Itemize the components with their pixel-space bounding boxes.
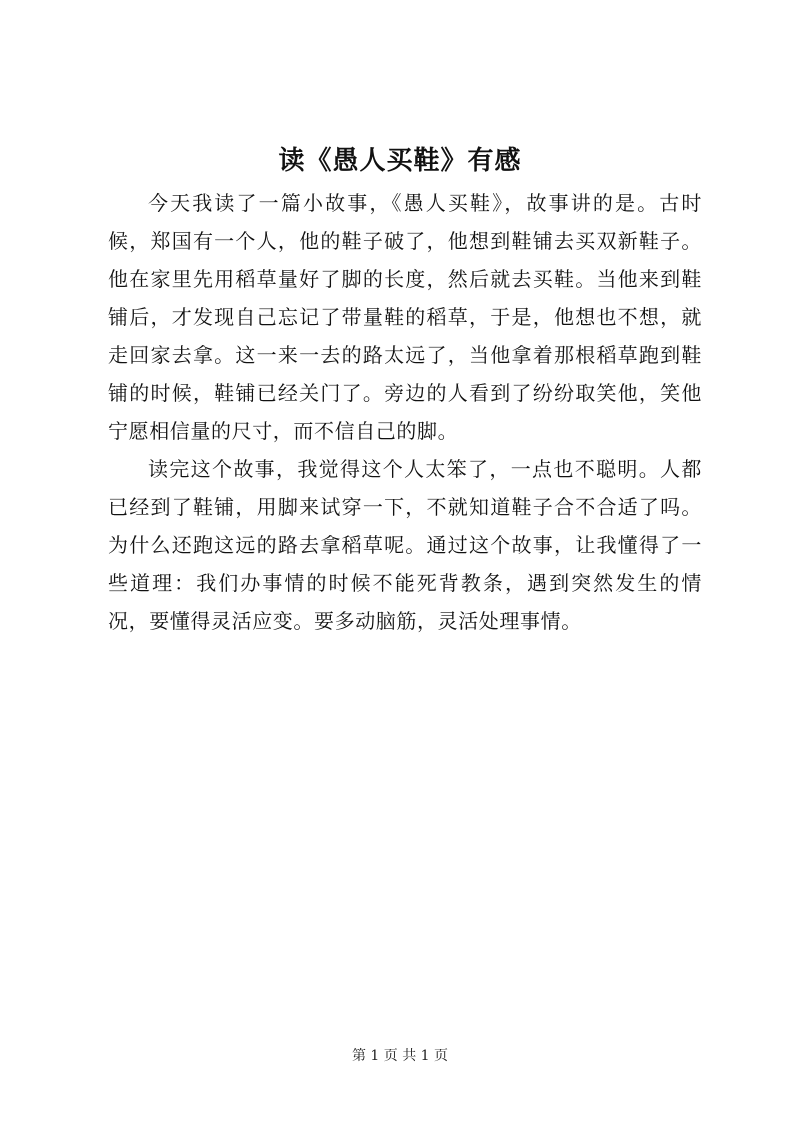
paragraph-1: 今天我读了一篇小故事，《愚人买鞋》，故事讲的是。古时候，郑国有一个人，他的鞋子破了，他想到鞋铺去买双新鞋子。他在家里先用稻草量好了脚的长度，然后就去买鞋。当他来到鞋铺后，才发现自己忘记了带量鞋的稻草，于是，他想也不想，就走回家去拿。这一来一去的路太远了，当他拿着那根稻草跑到鞋铺的时候，鞋铺已经关门了。旁边的人看到了纷纷取笑他，笑他宁愿相信量的尺寸，而不信自己的脚。 [108,191,702,443]
page-footer: 第 1 页 共 1 页 [351,1048,449,1064]
document-body [108,184,702,640]
document-title: 读《愚人买鞋》有感 [278,146,522,176]
paragraph-2: 读完这个故事，我觉得这个人太笨了，一点也不聪明。人都已经到了鞋铺，用脚来试穿一下，不就知道鞋子合不合适了吗。为什么还跑这远的路去拿稻草呢。通过这个故事，让我懂得了一些道理：我们办事情的时候不能死背教条，遇到突然发生的情况，要懂得灵活应变。要多动脑筋，灵活处理事情。 [108,457,702,633]
